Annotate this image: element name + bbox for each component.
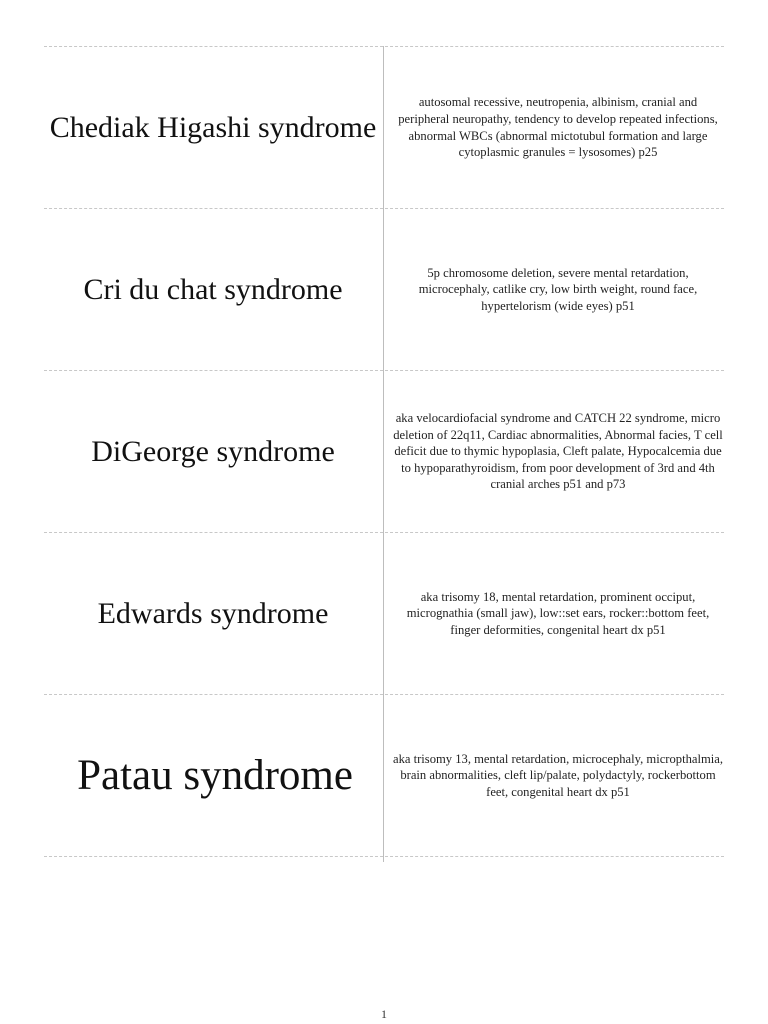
card-term: Edwards syndrome [97,597,329,630]
flashcard-row [44,370,724,532]
card-definition [392,47,724,208]
flashcard-row [44,208,724,370]
card-definition-text: 5p chromosome deletion, severe mental retardation, microcephaly, catlike cry, low birth weight, round face, hypertelorism (wide eyes) p51 [418,265,698,313]
flashcard-row [44,694,724,857]
card-definition [392,533,724,694]
card-definition-text: aka trisomy 13, mental retardation, microcephaly, micropthalmia, brain abnormalities, cleft lip/palate, polydactyly, rockerbottom feet, congenital heart dx p51 [392,751,723,799]
card-term: Patau syndrome [77,751,353,799]
card-term: Cri du chat syndrome [83,273,343,306]
card-term: DiGeorge syndrome [91,435,335,468]
card-definition [392,371,724,532]
card-definition [392,209,724,370]
card-definition-text: autosomal recessive, neutropenia, albinism, cranial and peripheral neuropathy, tendency to develop repeated infections, abnormal WBCs (abnormal mictotubul formation and large cytoplasmic granules = lysosomes) p25 [398,95,718,160]
card-definition-text: aka velocardiofacial syndrome and CATCH 22 syndrome, micro deletion of 22q11, Cardiac abnormalities, Abnormal facies, T cell deficit due to thymic hypoplasia, Cleft palate, Hypocalcemia due to hypoparathyroidism, from poor development of 3rd and 4th cranial arches p51 and p73 [393,410,723,492]
card-definition-text: aka trisomy 18, mental retardation, prominent occiput, micrognathia (small jaw), low::set ears, rocker::bottom feet, finger deformities, congenital heart dx p51 [406,589,710,637]
page-number: 1 [381,1007,387,1021]
card-definition [392,695,724,856]
flashcard-sheet [44,46,724,857]
flashcard-row [44,532,724,694]
card-term: Chediak Higashi syndrome [49,111,377,144]
flashcard-row [44,46,724,208]
